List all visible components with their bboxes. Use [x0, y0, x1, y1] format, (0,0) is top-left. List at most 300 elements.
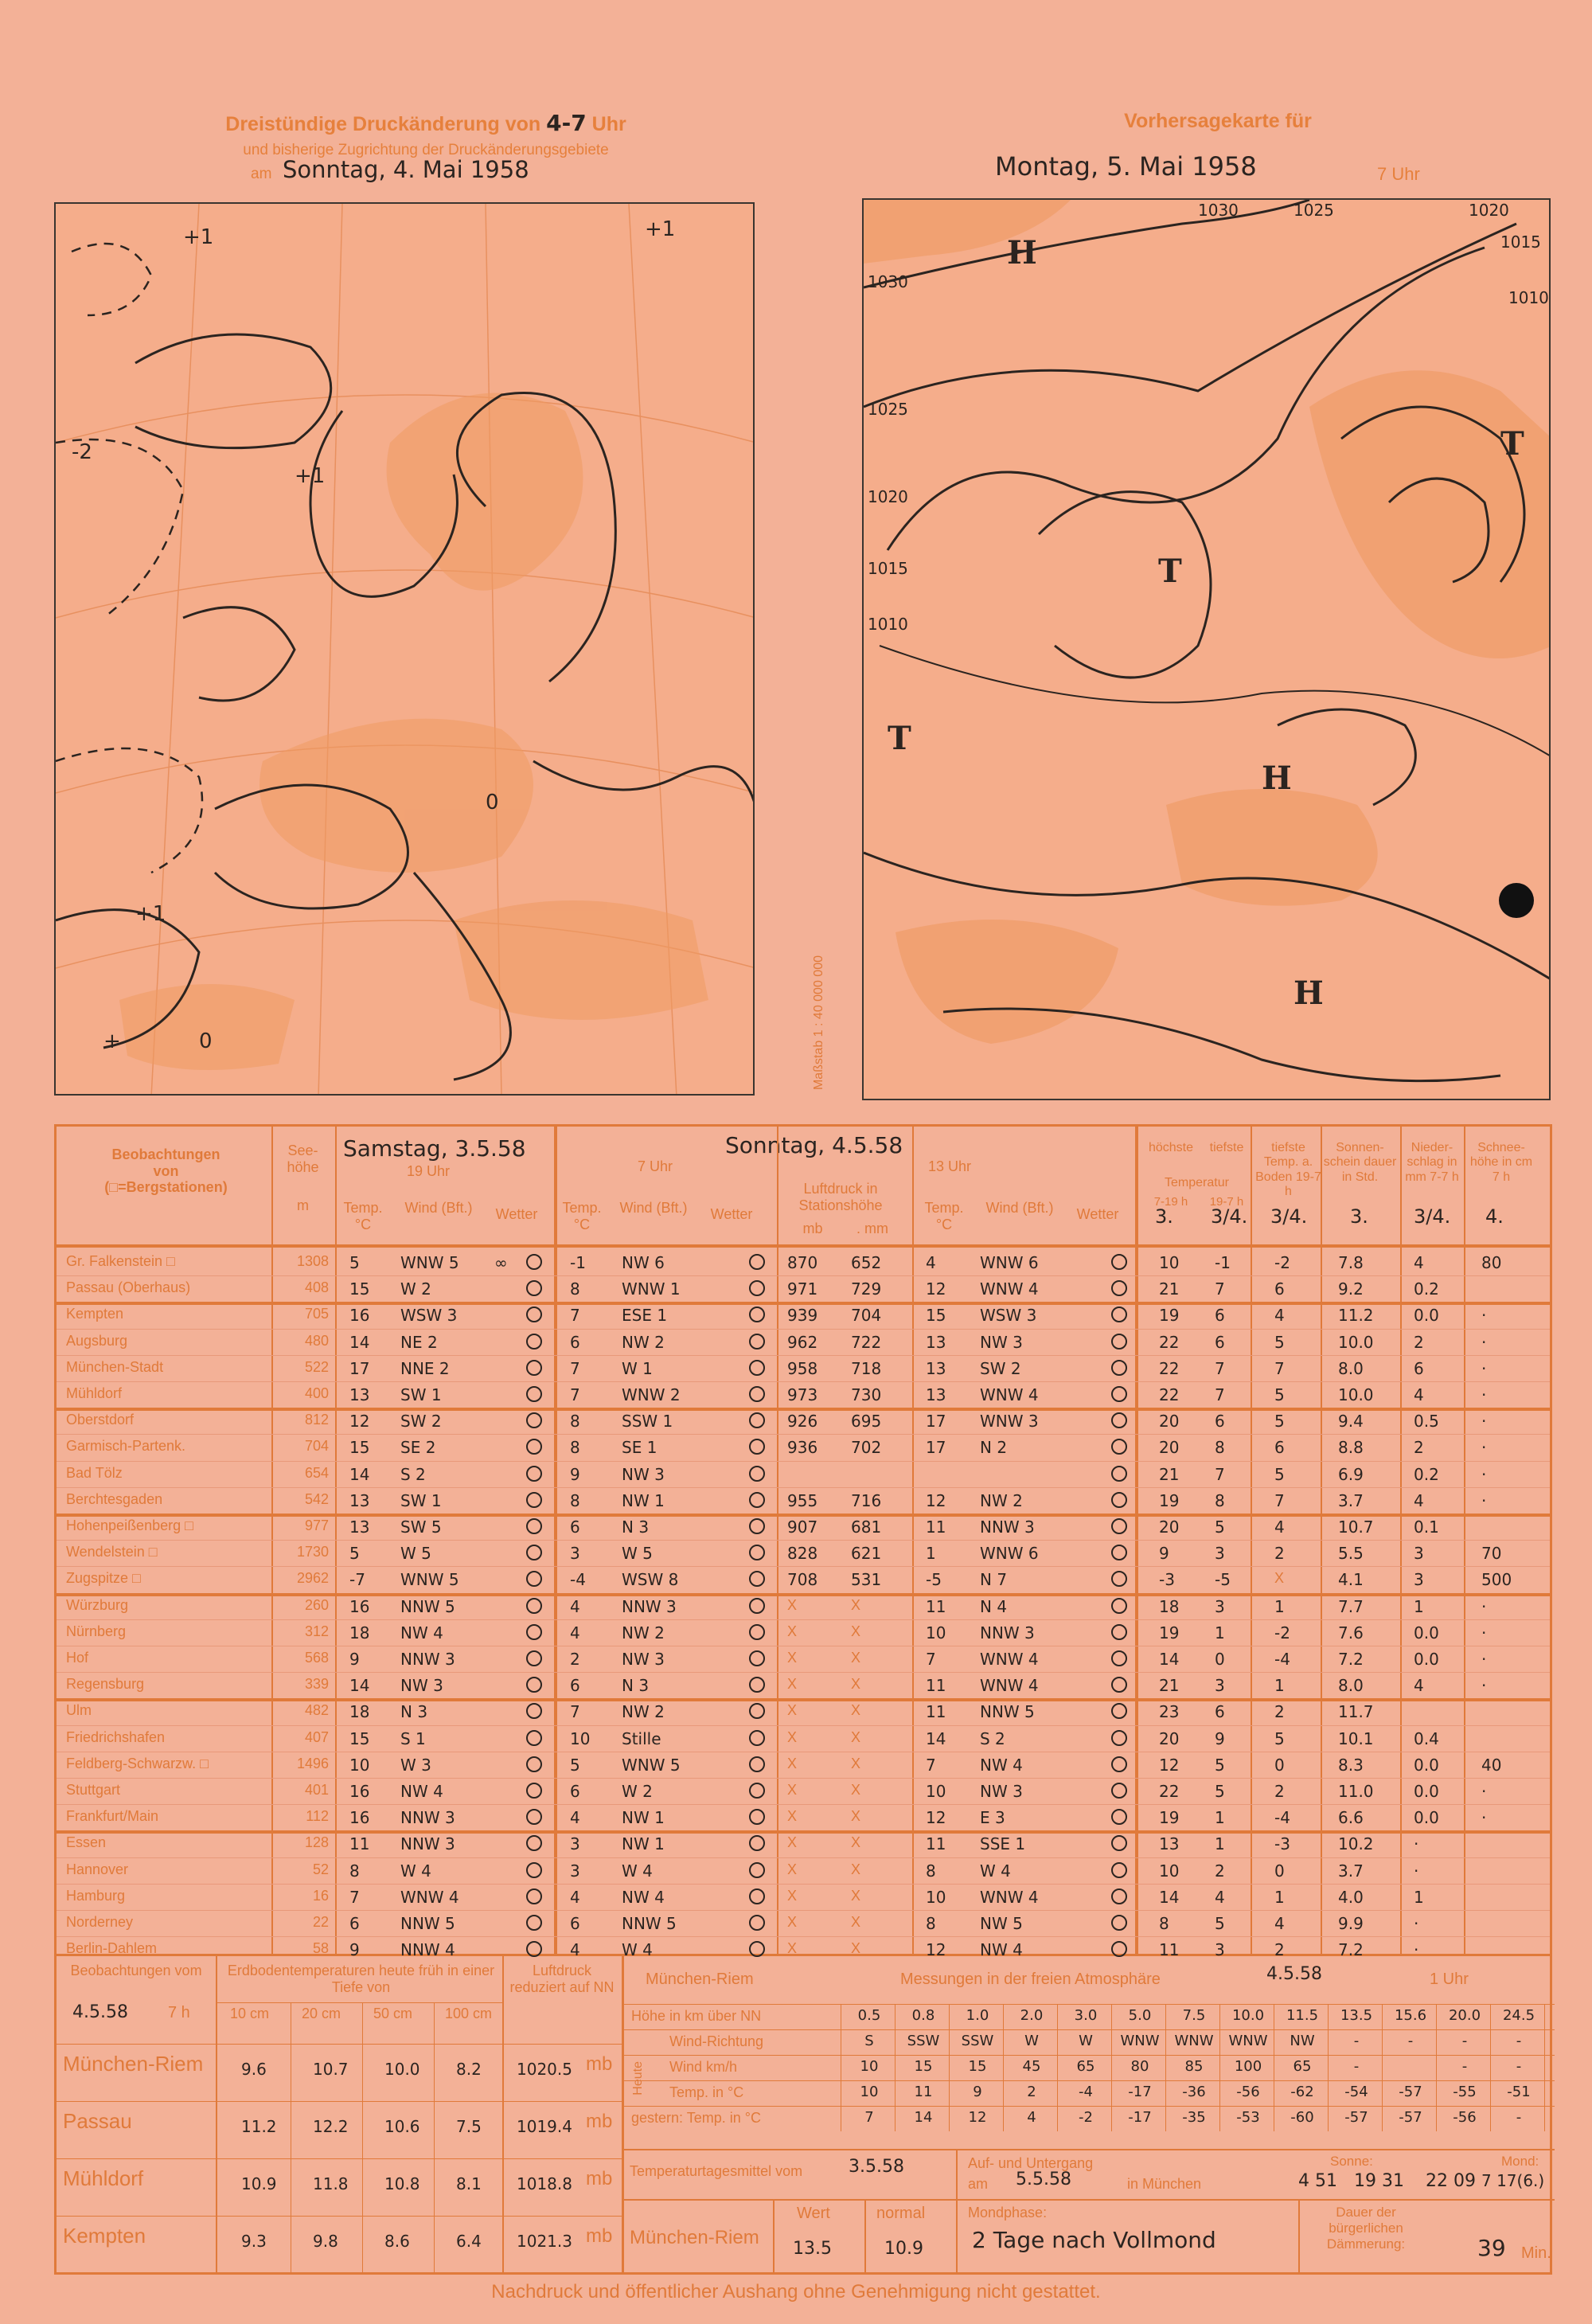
weather-symbol-icon	[749, 1703, 765, 1719]
cell-t1: 10	[349, 1755, 370, 1775]
cell-bd: 4	[1274, 1306, 1285, 1326]
sun-sonne: Sonne:	[1330, 2154, 1373, 2169]
cell-mn: 7	[1215, 1358, 1225, 1378]
cell-mm: 702	[851, 1438, 882, 1458]
soil-value: 12.2	[313, 2117, 349, 2136]
cell-w2: WNW 1	[622, 1279, 681, 1299]
cell-mm: 730	[851, 1385, 882, 1404]
atmo-cell: 15	[968, 2058, 987, 2075]
line	[864, 2199, 866, 2275]
weather-symbol-icon	[526, 1254, 542, 1270]
svg-text:1020: 1020	[868, 487, 908, 506]
line	[502, 1956, 504, 2275]
weather-symbol-icon	[526, 1334, 542, 1349]
line	[57, 2158, 622, 2159]
cell-w1: NNW 3	[400, 1834, 455, 1854]
cell-w3: W 4	[980, 1861, 1011, 1881]
cell-mx: 22	[1159, 1358, 1180, 1378]
hdr-schneehoehe: Schnee-höhe in cm 7 h	[1469, 1141, 1533, 1184]
atmo-row-label: gestern: Temp. in °C	[631, 2110, 761, 2126]
cell-bd: 5	[1274, 1332, 1285, 1352]
weather-symbol-icon	[526, 1915, 542, 1931]
cell-s: Hamburg	[66, 1887, 126, 1904]
weather-symbol-icon	[749, 1624, 765, 1640]
cell-sc: ·	[1481, 1464, 1487, 1484]
table-row	[57, 1778, 1550, 1804]
svg-text:1010: 1010	[1508, 288, 1549, 307]
cell-w2: N 3	[622, 1676, 650, 1696]
cell-mx: 11	[1159, 1940, 1180, 1960]
atmo-cell: 100	[1234, 2058, 1262, 2075]
cell-t1: 16	[349, 1596, 370, 1616]
weather-symbol-icon	[1111, 1941, 1127, 1957]
cell-s: Essen	[66, 1834, 107, 1851]
line	[1219, 2004, 1220, 2131]
bottom-section	[54, 1956, 1552, 2275]
cell-mx: 22	[1159, 1332, 1180, 1352]
cell-mx: 20	[1159, 1412, 1180, 1432]
moon-set: 7 17(6.)	[1481, 2171, 1545, 2190]
line	[57, 2044, 622, 2045]
atmo-hdr-mess: Messungen in der freien Atmosphäre	[900, 1971, 1161, 1988]
cell-mx: 20	[1159, 1438, 1180, 1458]
cell-t3: 11	[926, 1676, 946, 1696]
cell-h: 704	[304, 1438, 329, 1455]
cell-t2: 4	[570, 1887, 580, 1907]
soil-pressure: 1021.3	[517, 2232, 572, 2251]
soil-value: 9.8	[313, 2232, 338, 2251]
weather-symbol-icon	[749, 1307, 765, 1322]
right-map-time: 7 Uhr	[1377, 164, 1420, 184]
pressure-change-map-drawing	[56, 204, 755, 1096]
cell-t3: 1	[926, 1544, 936, 1564]
cell-s: Feldberg-Schwarzw. □	[66, 1755, 209, 1771]
weather-symbol-icon	[1111, 1915, 1127, 1931]
cell-mb: X	[787, 1808, 798, 1825]
cell-mn: 3	[1215, 1544, 1225, 1564]
svg-text:-2: -2	[72, 440, 92, 464]
cell-s: Hohenpeißenberg □	[66, 1517, 193, 1533]
soil-pressure: 1018.8	[517, 2174, 572, 2193]
cell-bd: 6	[1274, 1438, 1285, 1458]
cell-h: 977	[304, 1517, 329, 1533]
left-title-text: Dreistündige Druckänderung von	[225, 113, 541, 135]
cell-so: 5.5	[1338, 1544, 1364, 1564]
cell-mx: 9	[1159, 1544, 1169, 1564]
line	[622, 2004, 1555, 2005]
cell-w3: WSW 3	[980, 1306, 1037, 1326]
cell-h: 52	[312, 1861, 329, 1877]
cell-mm: X	[851, 1623, 861, 1639]
cell-bd: -2	[1274, 1253, 1290, 1272]
atmo-heute-label: Heute	[631, 2061, 645, 2096]
line	[1544, 2004, 1545, 2131]
cell-mx: 13	[1159, 1834, 1180, 1854]
svg-text:H: H	[1007, 234, 1037, 271]
cell-mb: X	[787, 1834, 798, 1851]
cell-w1: S 1	[400, 1728, 426, 1748]
hdr-beob-2: von	[153, 1162, 179, 1179]
weather-symbol-icon	[1111, 1412, 1127, 1428]
svg-text:+1: +1	[645, 217, 676, 241]
cell-t1: 9	[349, 1650, 360, 1669]
cell-ns: 0.0	[1414, 1782, 1439, 1801]
cell-sc: ·	[1481, 1306, 1487, 1326]
svg-text:+1: +1	[135, 902, 166, 926]
weather-symbol-icon	[526, 1360, 542, 1376]
cell-mm: X	[851, 1650, 861, 1666]
weather-symbol-icon	[526, 1624, 542, 1640]
cell-so: 7.7	[1338, 1596, 1364, 1616]
weather-symbol-icon	[1111, 1334, 1127, 1349]
cell-mx: -3	[1159, 1570, 1175, 1590]
cell-ns: 0.0	[1414, 1650, 1439, 1669]
cell-mx: 22	[1159, 1782, 1180, 1801]
cell-so: 11.2	[1338, 1306, 1374, 1326]
observations-table	[54, 1124, 1552, 1960]
weather-symbol-icon	[1111, 1730, 1127, 1746]
cell-h: 312	[304, 1623, 329, 1639]
soil-value: 6.4	[456, 2232, 482, 2251]
table-row	[57, 1804, 1550, 1830]
weather-symbol-icon	[526, 1888, 542, 1904]
hdr-wetter-2: Wetter	[710, 1206, 753, 1222]
normal-value: 10.9	[884, 2239, 923, 2259]
cell-mb: 936	[787, 1438, 818, 1458]
atmo-cell: SSW	[961, 2033, 994, 2049]
map-scale	[812, 955, 828, 1090]
cell-sc: ·	[1481, 1490, 1487, 1510]
soil-station: München-Riem	[63, 2052, 204, 2076]
atmo-cell: -17	[1128, 2109, 1152, 2126]
cell-t1: 18	[349, 1702, 370, 1722]
cell-w3: S 2	[980, 1728, 1005, 1748]
cell-mb: 958	[787, 1358, 818, 1378]
line	[622, 2149, 1555, 2150]
cell-t3: 8	[926, 1861, 936, 1881]
forecast-map	[862, 198, 1551, 1100]
soil-depth-header: 50 cm	[373, 2006, 413, 2021]
soil-hdr-beob: Beobachtungen vom	[70, 1963, 202, 1978]
mondphase-label: Mondphase:	[968, 2205, 1048, 2220]
cell-so: 10.7	[1338, 1517, 1374, 1537]
cell-w3: N 2	[980, 1438, 1008, 1458]
cell-mx: 21	[1159, 1279, 1180, 1299]
cell-mn: 8	[1215, 1490, 1225, 1510]
cell-mb: X	[787, 1702, 798, 1719]
svg-text:+1: +1	[295, 464, 326, 488]
cell-t3: 12	[926, 1808, 946, 1828]
atmo-cell: 0.5	[857, 2007, 881, 2024]
atmo-cell: 2.0	[1020, 2007, 1044, 2024]
cell-mx: 8	[1159, 1914, 1169, 1933]
line	[57, 2101, 622, 2102]
hdr-mb: mb	[802, 1221, 823, 1236]
cell-bd: 4	[1274, 1914, 1285, 1933]
cell-h: 568	[304, 1650, 329, 1666]
cell-so: 6.9	[1338, 1464, 1364, 1484]
cell-mn: 9	[1215, 1728, 1225, 1748]
cell-mb: 907	[787, 1517, 818, 1537]
cell-t1: 16	[349, 1306, 370, 1326]
soil-station: Kempten	[63, 2224, 146, 2248]
atmo-cell: 4	[1027, 2109, 1036, 2126]
hdr-m: m	[297, 1197, 309, 1214]
cell-mm: X	[851, 1702, 861, 1719]
atmo-cell: -	[1461, 2058, 1468, 2075]
atmo-cell: -51	[1507, 2084, 1531, 2100]
cell-sc: ·	[1481, 1808, 1487, 1828]
cell-w3: WNW 3	[980, 1412, 1039, 1432]
weather-symbol-icon	[526, 1703, 542, 1719]
cell-mm: 704	[851, 1306, 882, 1326]
cell-w2: W 4	[622, 1940, 653, 1960]
cell-mm: X	[851, 1808, 861, 1825]
cell-ns: 4	[1414, 1676, 1424, 1696]
cell-w1: NNE 2	[400, 1358, 450, 1378]
cell-bd: 2	[1274, 1702, 1285, 1722]
weather-symbol-icon	[749, 1466, 765, 1482]
table-row	[57, 1725, 1550, 1752]
soil-pressure: 1019.4	[517, 2117, 572, 2136]
cell-mb: 973	[787, 1385, 818, 1404]
cell-so: 8.0	[1338, 1358, 1364, 1378]
atmo-cell: WNW	[1228, 2033, 1268, 2049]
cell-w1: WNW 4	[400, 1887, 459, 1907]
atmo-cell: 3.0	[1074, 2007, 1098, 2024]
svg-text:1030: 1030	[1198, 201, 1239, 220]
mittel-date: 3.5.58	[849, 2157, 904, 2177]
weather-symbol-icon	[749, 1334, 765, 1349]
atmo-time: 1 Uhr	[1430, 1971, 1469, 1988]
cell-w2: NW 4	[622, 1887, 665, 1907]
hdr-temp-1: Temp. °C	[343, 1200, 383, 1232]
cell-h: 400	[304, 1385, 329, 1401]
weather-symbol-icon	[526, 1545, 542, 1560]
cell-bd: 5	[1274, 1412, 1285, 1432]
cell-bd: 2	[1274, 1782, 1285, 1801]
cell-t3: 17	[926, 1412, 946, 1432]
cell-s: Norderney	[66, 1914, 134, 1930]
cell-mx: 21	[1159, 1464, 1180, 1484]
cell-mm: 531	[851, 1570, 882, 1590]
weather-symbol-icon	[526, 1412, 542, 1428]
hdr-tiefste-boden: tiefste Temp. a. Boden 19-7 h	[1255, 1141, 1321, 1199]
soil-unit: mb	[586, 2168, 613, 2189]
cell-bd: 1	[1274, 1887, 1285, 1907]
cell-mb: X	[787, 1940, 798, 1957]
cell-w1: NNW 5	[400, 1914, 455, 1933]
right-map-date: Montag, 5. Mai 1958	[995, 151, 1257, 182]
cell-t3: 17	[926, 1438, 946, 1458]
cell-mb: X	[787, 1914, 798, 1930]
weather-symbol-icon	[526, 1783, 542, 1799]
cell-mm: 716	[851, 1490, 882, 1510]
scale-label-text: Maßstab	[812, 1040, 825, 1091]
cell-sc: ·	[1481, 1412, 1487, 1432]
weather-symbol-icon	[1111, 1571, 1127, 1587]
cell-ns: 1	[1414, 1596, 1424, 1616]
cell-ns: 0.0	[1414, 1808, 1439, 1828]
weather-symbol-icon	[526, 1677, 542, 1693]
cell-t1: 5	[349, 1253, 360, 1272]
cell-mm: 722	[851, 1332, 882, 1352]
cell-w1: NNW 5	[400, 1596, 455, 1616]
cell-s: Nürnberg	[66, 1623, 127, 1639]
weather-symbol-icon	[1111, 1492, 1127, 1508]
weather-symbol-icon	[749, 1412, 765, 1428]
cell-w1: SE 2	[400, 1438, 436, 1458]
table-row	[57, 1752, 1550, 1778]
atmo-cell: 5.0	[1128, 2007, 1152, 2024]
atmo-cell: 24.5	[1502, 2007, 1535, 2024]
cell-mx: 19	[1159, 1490, 1180, 1510]
cell-w2: W 4	[622, 1861, 653, 1881]
cell-mb: X	[787, 1596, 798, 1613]
atmo-cell: 85	[1184, 2058, 1204, 2075]
cell-h: 22	[312, 1914, 329, 1930]
hdr-d4: 3.	[1350, 1205, 1368, 1228]
cell-w1: N 3	[400, 1702, 428, 1722]
cell-s: Kempten	[66, 1306, 124, 1322]
cell-t3: 12	[926, 1279, 946, 1299]
cell-bd: 5	[1274, 1385, 1285, 1404]
cell-bd: 2	[1274, 1940, 1285, 1960]
atmo-cell: -	[1516, 2109, 1522, 2126]
weather-symbol-icon	[749, 1360, 765, 1376]
hdr-tiefste: tiefste	[1209, 1141, 1244, 1154]
cell-mx: 19	[1159, 1808, 1180, 1828]
atmo-cell: WNW	[1120, 2033, 1160, 2049]
line	[1328, 2004, 1329, 2131]
cell-t2: 3	[570, 1834, 580, 1854]
soil-value: 8.1	[456, 2174, 482, 2193]
cell-w2: W 5	[622, 1544, 653, 1564]
cell-t3: 7	[926, 1755, 936, 1775]
cell-mm: X	[851, 1676, 861, 1693]
weather-symbol-icon	[749, 1783, 765, 1799]
left-map-am: am	[251, 166, 272, 182]
cell-h: 522	[304, 1358, 329, 1375]
atmo-cell: -	[1516, 2058, 1522, 2075]
cell-t2: 3	[570, 1861, 580, 1881]
cell-bd: 2	[1274, 1544, 1285, 1564]
cell-bd: 1	[1274, 1596, 1285, 1616]
cell-s: Wendelstein □	[66, 1544, 158, 1560]
cell-t2: 2	[570, 1650, 580, 1669]
cell-t3: 13	[926, 1358, 946, 1378]
weather-symbol-icon	[1111, 1254, 1127, 1270]
cell-w1: NE 2	[400, 1332, 438, 1352]
soil-value: 10.6	[384, 2117, 420, 2136]
table-row	[57, 1487, 1550, 1514]
cell-mb: 955	[787, 1490, 818, 1510]
cell-w3: WNW 4	[980, 1385, 1039, 1404]
atmo-cell: 11	[914, 2084, 933, 2100]
cell-bd: X	[1274, 1570, 1285, 1587]
hdr-temp-2: Temp. °C	[562, 1200, 602, 1232]
weather-symbol-icon	[526, 1756, 542, 1772]
cell-mx: 18	[1159, 1596, 1180, 1616]
cell-h: 482	[304, 1702, 329, 1719]
cell-s: Ulm	[66, 1702, 92, 1719]
line	[622, 2029, 1555, 2030]
cell-t1: 14	[349, 1464, 370, 1484]
cell-w3: SSE 1	[980, 1834, 1026, 1854]
weather-symbol-icon	[1111, 1439, 1127, 1455]
cell-t2: 6	[570, 1676, 580, 1696]
cell-mm: 681	[851, 1517, 882, 1537]
cell-mm: X	[851, 1596, 861, 1613]
atmo-cell: -57	[1344, 2109, 1368, 2126]
line	[57, 2216, 622, 2217]
table-row	[57, 1910, 1550, 1936]
svg-text:T: T	[1500, 425, 1524, 463]
cell-h: 2962	[296, 1570, 329, 1587]
line	[1165, 2004, 1166, 2131]
cell-mx: 20	[1159, 1517, 1180, 1537]
sun-in: in München	[1127, 2176, 1202, 2192]
table-row	[57, 1408, 1550, 1434]
cell-so: 6.6	[1338, 1808, 1364, 1828]
cell-so: 3.7	[1338, 1490, 1364, 1510]
cell-t3: 11	[926, 1596, 946, 1616]
cell-t1: 8	[349, 1861, 360, 1881]
cell-so: 9.2	[1338, 1279, 1364, 1299]
cell-t1: 13	[349, 1385, 370, 1404]
hdr-19-7: 19-7 h	[1209, 1195, 1244, 1209]
cell-mn: 2	[1215, 1861, 1225, 1881]
weather-symbol-icon	[749, 1756, 765, 1772]
line	[773, 2199, 775, 2275]
cell-t2: 6	[570, 1914, 580, 1933]
cell-bd: 1	[1274, 1676, 1285, 1696]
atmo-cell: W	[1024, 2033, 1039, 2049]
weather-symbol-icon	[1111, 1862, 1127, 1878]
cell-mb: X	[787, 1623, 798, 1639]
cell-t2: 8	[570, 1279, 580, 1299]
cell-h: 407	[304, 1728, 329, 1745]
soil-value: 10.7	[313, 2060, 349, 2079]
weather-symbol-icon	[526, 1518, 542, 1534]
cell-bd: 5	[1274, 1464, 1285, 1484]
cell-t1: 5	[349, 1544, 360, 1564]
cell-mm: X	[851, 1940, 861, 1957]
cell-w2: W 2	[622, 1782, 653, 1801]
cell-s: Hof	[66, 1650, 89, 1666]
hdr-d2: 3/4.	[1211, 1205, 1248, 1228]
weather-symbol-icon	[749, 1280, 765, 1296]
cell-w1: SW 1	[400, 1490, 442, 1510]
cell-sc: 500	[1481, 1570, 1512, 1590]
cell-t1: 16	[349, 1808, 370, 1828]
mittel-station: München-Riem	[630, 2227, 759, 2248]
cell-t2: 6	[570, 1517, 580, 1537]
weather-symbol-icon	[1111, 1783, 1127, 1799]
soil-date: 4.5.58	[72, 2002, 128, 2022]
cell-mn: 5	[1215, 1914, 1225, 1933]
cell-w3: WNW 4	[980, 1650, 1039, 1669]
atmo-row-label: Temp. in °C	[669, 2084, 744, 2100]
table-row	[57, 1249, 1550, 1275]
cell-mn: 1	[1215, 1834, 1225, 1854]
cell-t2: -4	[570, 1570, 586, 1590]
cell-t2: 4	[570, 1808, 580, 1828]
line	[895, 2004, 896, 2131]
cell-ns: ·	[1414, 1914, 1419, 1933]
cell-bd: 7	[1274, 1358, 1285, 1378]
cell-bd: -3	[1274, 1834, 1290, 1854]
